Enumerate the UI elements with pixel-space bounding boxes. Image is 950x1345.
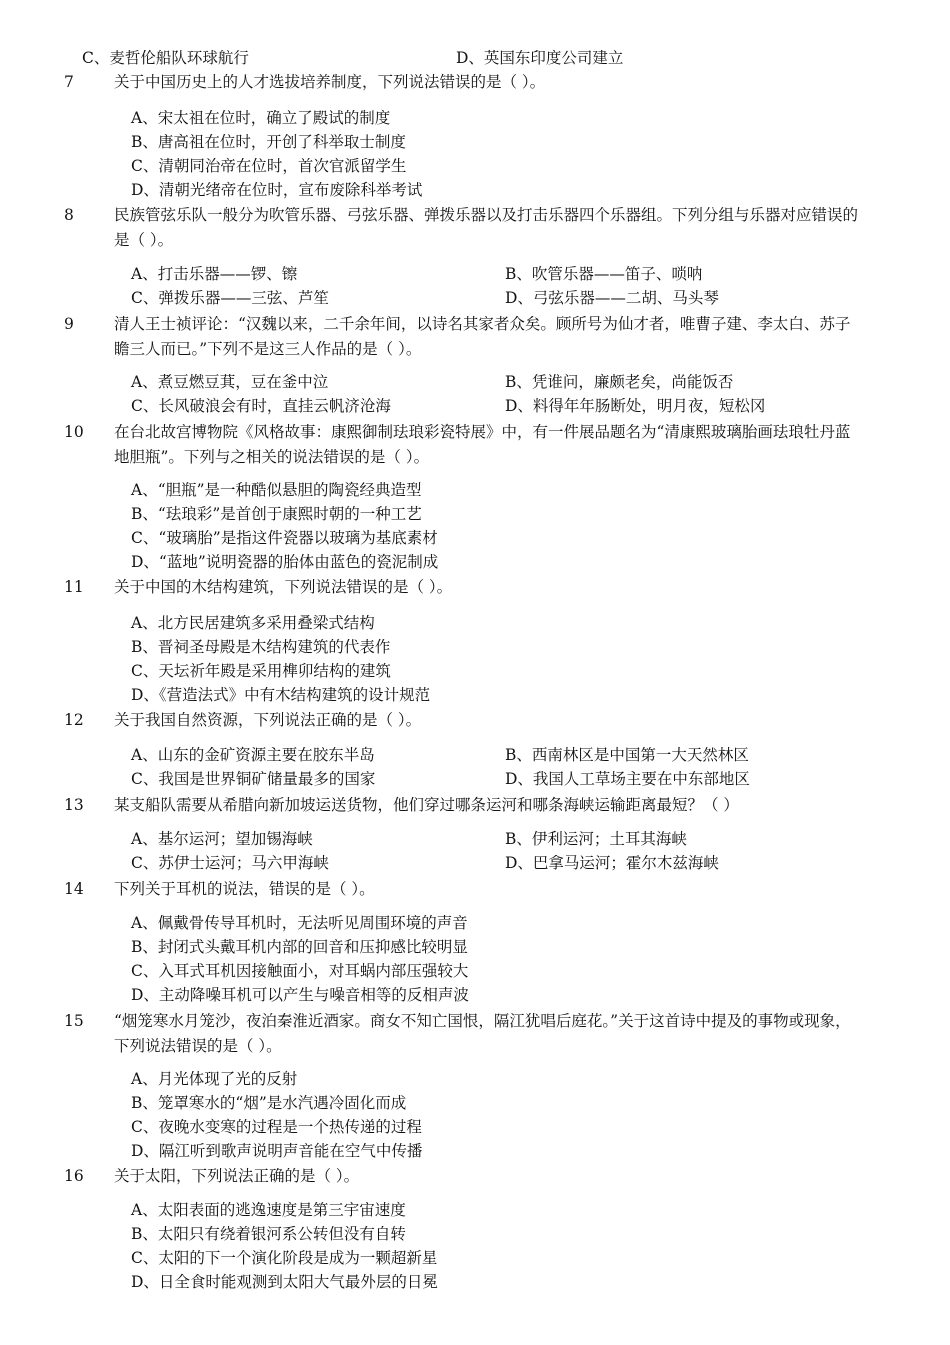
option-b: B、吹管乐器——笛子、唢呐 [505,265,703,283]
option-a: A、宋太祖在位时，确立了殿试的制度 [131,109,391,127]
option-d: D、巴拿马运河；霍尔木兹海峡 [505,854,719,872]
question-stem: 清人王士祯评论：“汉魏以来，二千余年间，以诗名其家者众矣。顾所号为仙才者，唯曹子建、李太白、苏子瞻三人而已。”下列不是这三人作品的是（ ）。 [114,315,851,358]
question-stem: 关于中国历史上的人才选拔培养制度，下列说法错误的是（ ）。 [114,73,546,91]
question-number: 16 [64,1167,84,1185]
option-d: D、《营造法式》中有木结构建筑的设计规范 [131,686,431,704]
question-stem: 某支船队需要从希腊向新加坡运送货物，他们穿过哪条运河和哪条海峡运输距离最短？（ ） [114,796,739,814]
option-c: C、天坛祈年殿是采用榫卯结构的建筑 [131,662,391,680]
question-stem: 关于太阳，下列说法正确的是（ ）。 [114,1167,360,1185]
option-a: A、打击乐器——锣、镲 [131,265,298,283]
option-c: C、长风破浪会有时，直挂云帆济沧海 [131,397,391,415]
question-number: 8 [64,206,74,224]
option-c: C、我国是世界铜矿储量最多的国家 [131,770,376,788]
question-number: 9 [64,315,74,333]
option-c: C、苏伊士运河；马六甲海峡 [131,854,329,872]
question-stem: 关于中国的木结构建筑，下列说法错误的是（ ）。 [114,578,453,596]
option-c: C、弹拨乐器——三弦、芦笙 [131,289,329,307]
option-c: C、清朝同治帝在位时，首次官派留学生 [131,157,407,175]
option-a: A、“胆瓶”是一种酷似悬胆的陶瓷经典造型 [131,481,422,499]
question-number: 13 [64,796,84,814]
option-b: B、唐高祖在位时，开创了科举取士制度 [131,133,406,151]
option-c: C、入耳式耳机因接触面小，对耳蜗内部压强较大 [131,962,469,980]
option-d: D、英国东印度公司建立 [456,49,624,67]
option-d: D、料得年年肠断处，明月夜，短松冈 [505,397,766,415]
question-stem: 民族管弦乐队一般分为吹管乐器、弓弦乐器、弹拨乐器以及打击乐器四个乐器组。下列分组与乐器对应错误的是（ ）。 [114,206,859,249]
question-number: 14 [64,880,84,898]
option-d: D、日全食时能观测到太阳大气最外层的日冕 [131,1273,438,1291]
question-stem: “烟笼寒水月笼沙，夜泊秦淮近酒家。商女不知亡国恨，隔江犹唱后庭花。”关于这首诗中提及的事物或现象，下列说法错误的是（ ）。 [114,1012,851,1055]
option-c: C、麦哲伦船队环球航行 [82,49,249,67]
question-number: 11 [64,578,84,596]
question-number: 12 [64,711,84,729]
option-a: A、月光体现了光的反射 [131,1070,298,1088]
question-stem: 关于我国自然资源，下列说法正确的是（ ）。 [114,711,422,729]
question-number: 7 [64,73,74,91]
option-c: C、太阳的下一个演化阶段是成为一颗超新星 [131,1249,438,1267]
option-a: A、佩戴骨传导耳机时，无法听见周围环境的声音 [131,914,468,932]
option-d: D、清朝光绪帝在位时，宣布废除科举考试 [131,181,423,199]
option-a: A、北方民居建筑多采用叠梁式结构 [131,614,375,632]
option-b: B、西南林区是中国第一大天然林区 [505,746,749,764]
option-b: B、太阳只有绕着银河系公转但没有自转 [131,1225,406,1243]
option-b: B、笼罩寒水的“烟”是水汽遇冷固化而成 [131,1094,407,1112]
option-d: D、弓弦乐器——二胡、马头琴 [505,289,719,307]
option-c: C、“玻璃胎”是指这件瓷器以玻璃为基底素材 [131,529,438,547]
option-a: A、基尔运河；望加锡海峡 [131,830,313,848]
option-a: A、煮豆燃豆萁，豆在釜中泣 [131,373,329,391]
option-a: A、山东的金矿资源主要在胶东半岛 [131,746,375,764]
option-b: B、封闭式头戴耳机内部的回音和压抑感比较明显 [131,938,468,956]
question-number: 10 [64,423,84,441]
option-d: D、我国人工草场主要在中东部地区 [505,770,750,788]
option-c: C、夜晚水变寒的过程是一个热传递的过程 [131,1118,422,1136]
option-b: B、凭谁问，廉颇老矣，尚能饭否 [505,373,734,391]
question-stem: 下列关于耳机的说法，错误的是（ ）。 [114,880,375,898]
option-d: D、“蓝地”说明瓷器的胎体由蓝色的瓷泥制成 [131,553,439,571]
option-b: B、晋祠圣母殿是木结构建筑的代表作 [131,638,391,656]
option-b: B、“珐琅彩”是首创于康熙时朝的一种工艺 [131,505,422,523]
option-d: D、隔江听到歌声说明声音能在空气中传播 [131,1142,423,1160]
question-stem: 在台北故宫博物院《风格故事：康熙御制珐琅彩瓷特展》中，有一件展品题名为“清康熙玻璃胎画珐琅牡丹蓝地胆瓶”。下列与之相关的说法错误的是（ ）。 [114,423,851,466]
option-a: A、太阳表面的逃逸速度是第三宇宙速度 [131,1201,406,1219]
option-d: D、主动降噪耳机可以产生与噪音相等的反相声波 [131,986,469,1004]
question-number: 15 [64,1012,84,1030]
option-b: B、伊利运河；土耳其海峡 [505,830,687,848]
